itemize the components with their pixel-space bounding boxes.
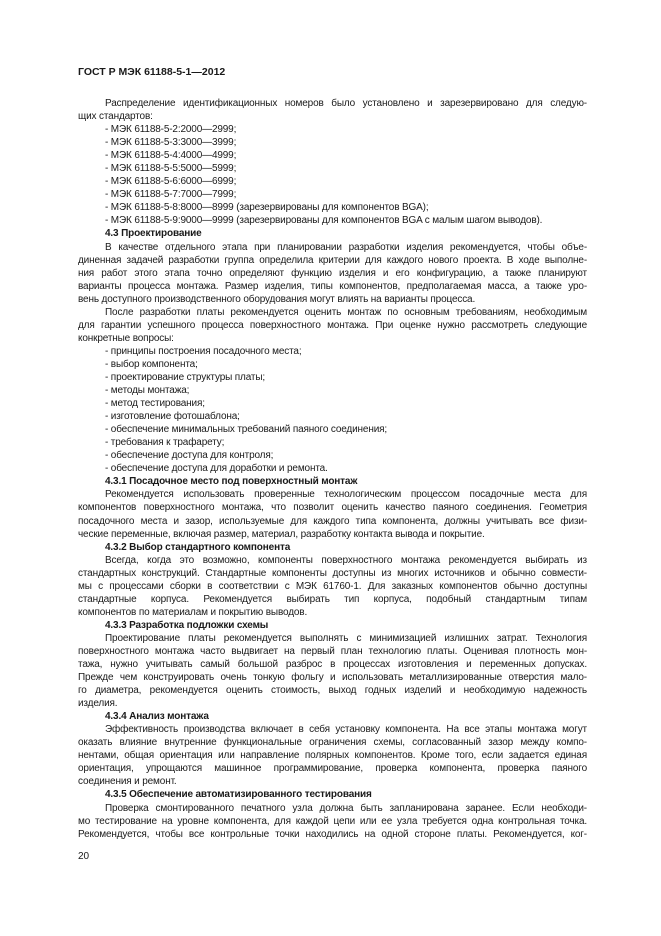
list-item: - МЭК 61188-5-2:2000—2999;: [105, 124, 237, 136]
paragraph-line: конкретные вопросы:: [78, 332, 174, 344]
page-number: 20: [78, 851, 90, 862]
list-item: - метод тестирования;: [105, 398, 205, 410]
paragraph-line: нентами, общая ориентация или направление полярных компонентов. Кроме того, если задается единая: [78, 750, 587, 762]
section-heading: 4.3.5 Обеспечение автоматизированного тестирования: [105, 789, 372, 801]
list-item: - МЭК 61188-5-3:3000—3999;: [105, 137, 237, 149]
paragraph-line: компонентов поверхностного монтажа, что позволит оценить качество паяного соединения. Геометрия: [78, 502, 587, 514]
list-item: - принципы построения посадочного места;: [105, 345, 302, 357]
list-item: - выбор компонента;: [105, 358, 198, 370]
paragraph-line: оказать влияние внутренние функциональные ограничения схемы, согласованный зазор между компо-: [78, 737, 587, 749]
paragraph-line: ческие переменные, включая размер, материал, разработку контакта вывода и покрытие.: [78, 528, 485, 540]
document-body: [78, 97, 587, 841]
list-item: - МЭК 61188-5-7:7000—7999;: [105, 189, 237, 201]
paragraph-line: После разработки платы рекомендуется оценить монтаж по основным требованиям, необходимым: [105, 306, 587, 318]
paragraph-line: Рекомендуется использовать проверенные технологическим процессом посадочные места для: [105, 489, 587, 501]
paragraph-line: щих стандартов:: [78, 111, 153, 123]
paragraph-line: го диаметра, рекомендуется оценить стоимость, выход годных изделий и необходимую надежность: [78, 685, 587, 697]
section-heading: 4.3.1 Посадочное место под поверхностный монтаж: [105, 476, 358, 488]
list-item: - МЭК 61188-5-8:8000—8999 (зарезервированы для компонентов BGA);: [105, 202, 429, 214]
paragraph-line: изделия.: [78, 698, 118, 710]
list-item: - обеспечение минимальных требований паяного соединения;: [105, 424, 388, 436]
list-item: - методы монтажа;: [105, 385, 190, 397]
paragraph-line: вень доступного производственного оборудования могут влиять на варианты процесса.: [78, 293, 476, 305]
paragraph-line: тажа, нужно учитывать самый большой разброс в процессах изготовления и переменных допусках.: [78, 659, 587, 671]
paragraph-line: Проверка смонтированного печатного узла должна быть запланирована заранее. Если необходи-: [105, 802, 587, 814]
paragraph-line: соединения и ремонт.: [78, 776, 177, 788]
paragraph-line: мы с процессами сборки в соответствии с МЭК 61760-1. Для заказных компонентов обычно доступны: [78, 580, 587, 592]
list-item: - МЭК 61188-5-4:4000—4999;: [105, 150, 237, 162]
paragraph-line: ориентация, упрощаются машинное программирование, проверка компонента, проверка паяного: [78, 763, 587, 775]
paragraph-line: Прежде чем конструировать очень тонкую фольгу и использовать металлизированные отверстия мало-: [78, 672, 587, 684]
paragraph-line: ния работ этого этапа точно определяют функцию изделия и его конфигурацию, а также планируют: [78, 267, 587, 279]
paragraph-line: Рекомендуется, чтобы все контрольные точки находились на одной стороне платы. Рекомендуется, ког-: [78, 828, 587, 840]
paragraph-line: Распределение идентификационных номеров было установлено и зарезервировано для следую-: [105, 98, 587, 109]
list-item: - МЭК 61188-5-6:6000—6999;: [105, 176, 237, 188]
paragraph-line: посадочного места и зазор, используемые для каждого типа компонента, должны учитывать все физи-: [78, 515, 587, 527]
section-heading: 4.3.2 Выбор стандартного компонента: [105, 541, 291, 553]
paragraph-line: компонентов по материалам и покрытию выводов.: [78, 606, 308, 618]
list-item: - изготовление фотошаблона;: [105, 411, 240, 423]
paragraph-line: варианты процесса монтажа. Размер изделия, типы компонентов, предполагаемая масса, а также уро-: [78, 280, 587, 292]
list-item: - обеспечение доступа для доработки и ремонта.: [105, 463, 328, 475]
list-item: - МЭК 61188-5-9:9000—9999 (зарезервированы для компонентов BGA с малым шагом выводов).: [105, 215, 543, 227]
paragraph-line: Проектирование платы рекомендуется выполнять с минимизацией излишних затрат. Технология: [105, 632, 587, 644]
document-header: ГОСТ Р МЭК 61188-5-1—2012: [78, 66, 226, 78]
section-heading: 4.3.4 Анализ монтажа: [105, 711, 209, 723]
paragraph-line: для гарантии успешного процесса поверхностного монтажа. При оценке нужно рассмотреть следующие: [78, 319, 587, 331]
paragraph-line: Эффективность производства включает в себя установку компонента. На все этапы монтажа могут: [105, 724, 587, 736]
list-item: - требования к трафарету;: [105, 437, 225, 449]
paragraph-line: поверхностного монтажа часто выдвигает на первый план технологию платы. Оценивая плотность мон-: [78, 645, 587, 657]
paragraph-line: Всегда, когда это возможно, компоненты поверхностного монтажа рекомендуется выбирать из: [105, 554, 587, 566]
paragraph-line: стандартные корпуса. Рекомендуется выбирать тип корпуса, подобный стандартным типам: [78, 593, 587, 605]
list-item: - проектирование структуры платы;: [105, 371, 266, 383]
list-item: - обеспечение доступа для контроля;: [105, 450, 274, 462]
section-heading: 4.3 Проектирование: [105, 228, 202, 240]
paragraph-line: мо тестирование на уровне компонента, для каждой цепи или ее узла требуется одна контрольная точка.: [78, 815, 587, 827]
paragraph-line: диненная задачей разработки группа определила критерии для каждого нового проекта. В ходе выполне-: [78, 254, 587, 266]
paragraph-line: В качестве отдельного этапа при планировании разработки изделия рекомендуется, чтобы объе-: [105, 241, 587, 253]
section-heading: 4.3.3 Разработка подложки схемы: [105, 619, 269, 631]
list-item: - МЭК 61188-5-5:5000—5999;: [105, 163, 237, 175]
paragraph-line: стандартных конструкций. Стандартные компоненты доступны из многих источников и обычно совмести-: [78, 567, 587, 579]
